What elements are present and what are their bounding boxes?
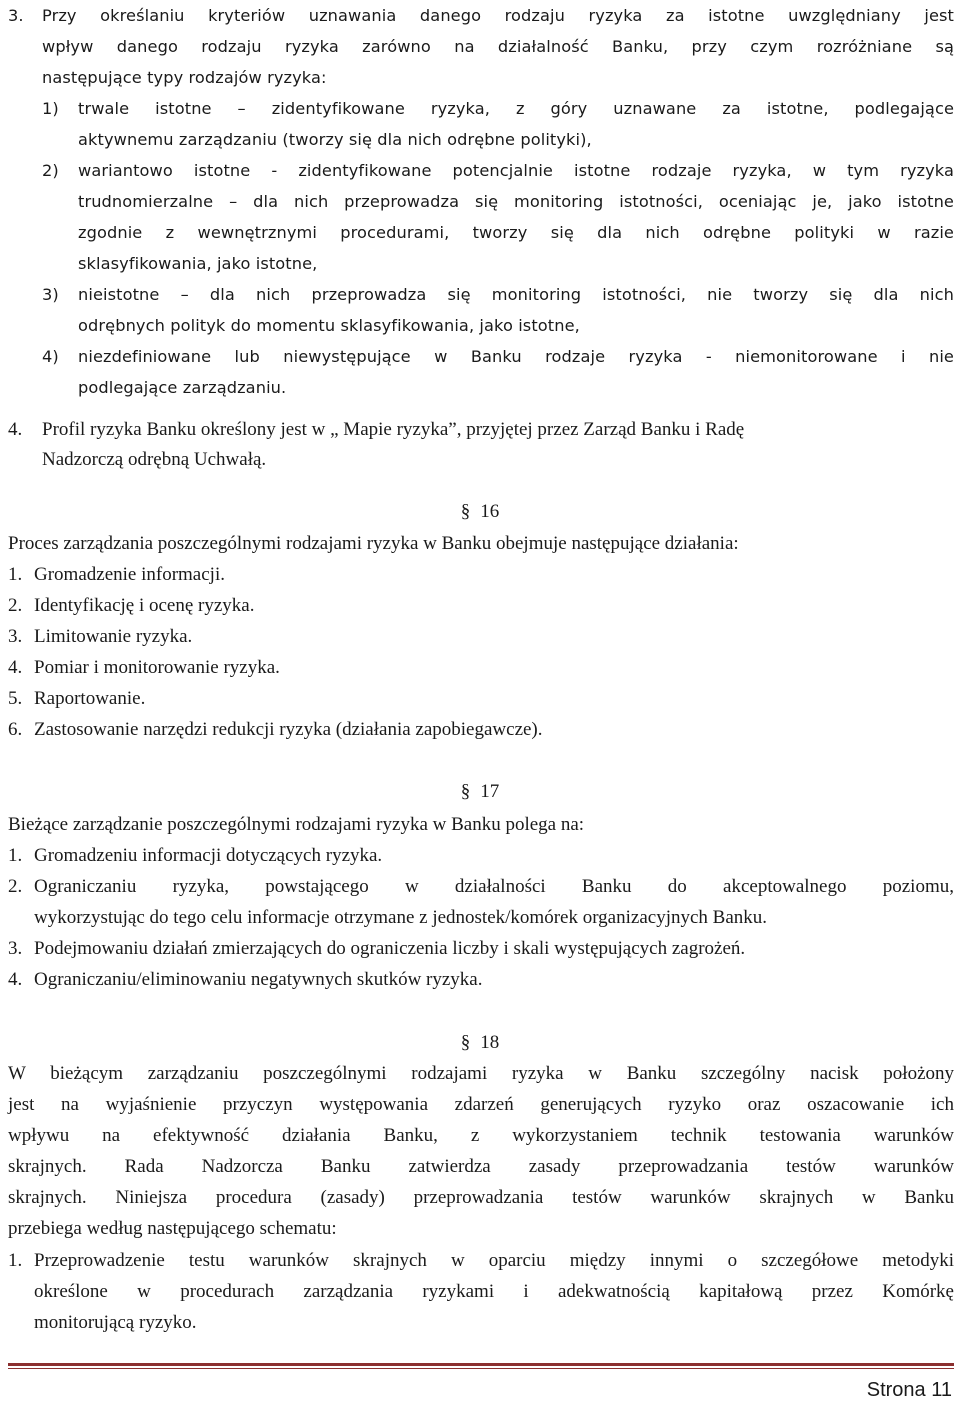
- section-intro: Bieżące zarządzanie poszczególnymi rodzajami ryzyka w Banku polega na:: [8, 814, 585, 835]
- text-line: wariantowo istotne - zidentyfikowane potencjalnie istotne rodzaje ryzyka, w tym ryzyka: [78, 161, 954, 180]
- footer-rule-thin: [8, 1368, 954, 1369]
- paragraph-line: wpływu na efektywność działania Banku, z wykorzystaniem technik testowania warunków: [8, 1125, 954, 1146]
- list-number: 5.: [8, 688, 23, 709]
- text-line: trudnomierzalne – dla nich przeprowadza się monitoring istotności, oceniając je, jako istotne: [78, 192, 954, 211]
- section-sign: §: [460, 501, 471, 522]
- text-line: zgodnie z wewnętrznymi procedurami, tworzy się dla nich odrębne polityki w razie: [78, 223, 954, 242]
- section-number: 17: [480, 781, 500, 802]
- section-number: 16: [480, 501, 500, 522]
- section-heading: [0, 776, 960, 807]
- sub-number: 4): [42, 347, 59, 366]
- list-item: Ograniczaniu ryzyka, powstającego w działalności Banku do akceptowalnego poziomu,: [34, 876, 954, 897]
- list-number: 1.: [8, 1250, 23, 1271]
- paragraph-line: skrajnych. Niniejsza procedura (zasady) przeprowadzania testów warunków skrajnych w Banku: [8, 1187, 954, 1208]
- sub-number: 1): [42, 99, 59, 118]
- paragraph-line: W bieżącym zarządzaniu poszczególnymi rodzajami ryzyka w Banku szczególny nacisk położony: [8, 1063, 954, 1084]
- list-item: monitorującą ryzyko.: [34, 1312, 197, 1333]
- list-item: Pomiar i monitorowanie ryzyka.: [34, 657, 280, 678]
- list-number: 3.: [8, 6, 24, 25]
- list-number: 6.: [8, 719, 23, 740]
- text-line: aktywnemu zarządzaniu (tworzy się dla nich odrębne polityki),: [78, 130, 592, 149]
- sub-number: 2): [42, 161, 59, 180]
- text-line: trwale istotne – zidentyfikowane ryzyka, z góry uznawane za istotne, podlegające: [78, 99, 954, 118]
- section-intro: Proces zarządzania poszczególnymi rodzajami ryzyka w Banku obejmuje następujące działania:: [8, 533, 739, 554]
- text-line: podlegające zarządzaniu.: [78, 378, 287, 397]
- list-item: wykorzystując do tego celu informacje otrzymane z jednostek/komórek organizacyjnych Banku.: [34, 907, 768, 928]
- list-item: Przeprowadzenie testu warunków skrajnych w oparciu między innymi o szczegółowe metodyki: [34, 1250, 954, 1271]
- text-line: następujące typy rodzajów ryzyka:: [42, 68, 327, 87]
- section-sign: §: [460, 781, 471, 802]
- list-number: 4.: [8, 969, 23, 990]
- section-heading: [0, 496, 960, 527]
- list-number: 1.: [8, 845, 23, 866]
- paragraph-line: skrajnych. Rada Nadzorcza Banku zatwierdza zasady przeprowadzania testów warunków: [8, 1156, 954, 1177]
- list-item: Podejmowaniu działań zmierzających do ograniczenia liczby i skali występujących zagrożeń.: [34, 938, 746, 959]
- text-line: niezdefiniowane lub niewystępujące w Banku rodzaje ryzyka - niemonitorowane i nie: [78, 347, 954, 366]
- list-number: 3.: [8, 626, 23, 647]
- text-line: wpływ danego rodzaju ryzyka zarówno na działalność Banku, przy czym rozróżniane są: [42, 37, 954, 56]
- sub-number: 3): [42, 285, 59, 304]
- list-item: Ograniczaniu/eliminowaniu negatywnych skutków ryzyka.: [34, 969, 483, 990]
- list-item: określone w procedurach zarządzania ryzykami i adekwatnością kapitałową przez Komórkę: [34, 1281, 954, 1302]
- text-line: sklasyfikowania, jako istotne,: [78, 254, 318, 273]
- list-item: Raportowanie.: [34, 688, 146, 709]
- text-line: nieistotne – dla nich przeprowadza się monitoring istotności, nie tworzy się dla nich: [78, 285, 954, 304]
- section-heading: [0, 1027, 960, 1058]
- paragraph-line: przebiega według następującego schematu:: [8, 1218, 337, 1239]
- text-line: Nadzorczą odrębną Uchwałą.: [42, 449, 267, 470]
- list-item: Gromadzenie informacji.: [34, 564, 225, 585]
- list-item: Limitowanie ryzyka.: [34, 626, 193, 647]
- paragraph-line: jest na wyjaśnienie przyczyn występowania zdarzeń generujących ryzyko oraz oszacowanie ich: [8, 1094, 954, 1115]
- list-number: 1.: [8, 564, 23, 585]
- list-number: 4.: [8, 657, 23, 678]
- list-number: 3.: [8, 938, 23, 959]
- section-number: 18: [480, 1032, 500, 1053]
- section-sign: §: [460, 1032, 471, 1053]
- list-item: Gromadzeniu informacji dotyczących ryzyka.: [34, 845, 383, 866]
- list-item: Identyfikację i ocenę ryzyka.: [34, 595, 255, 616]
- text-line: odrębnych polityk do momentu sklasyfikowania, jako istotne,: [78, 316, 580, 335]
- text-line: Profil ryzyka Banku określony jest w „ Mapie ryzyka”, przyjętej przez Zarząd Banku i Radę: [42, 419, 745, 440]
- page-number: Strona 11: [866, 1379, 952, 1401]
- text-line: Przy określaniu kryteriów uznawania danego rodzaju ryzyka za istotne uwzględniany jest: [42, 6, 954, 25]
- list-number: 2.: [8, 876, 23, 897]
- footer-rule-thick: [8, 1363, 954, 1366]
- list-number: 2.: [8, 595, 23, 616]
- list-number: 4.: [8, 419, 23, 440]
- list-item: Zastosowanie narzędzi redukcji ryzyka (działania zapobiegawcze).: [34, 719, 543, 740]
